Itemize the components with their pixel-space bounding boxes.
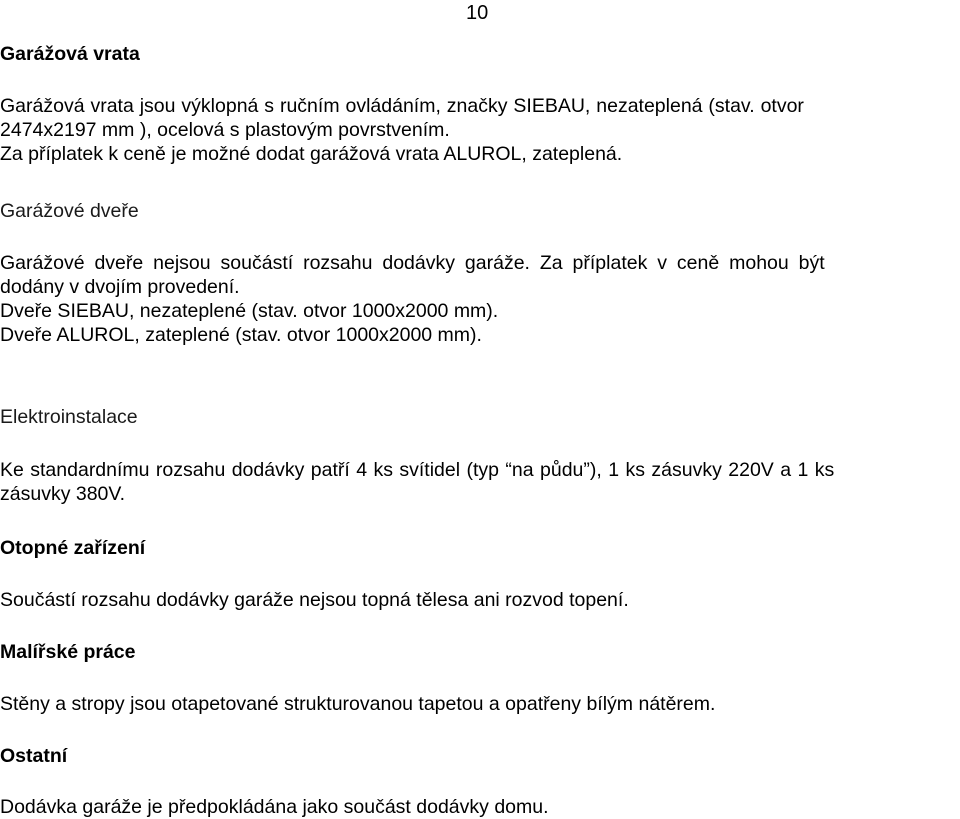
- text-line: Ke standardnímu rozsahu dodávky patří 4 ks svítidel (typ “na půdu”), 1 ks zásuvky 220V a 1 ks: [0, 459, 835, 481]
- paragraph-painting: [0, 692, 960, 716]
- section-heading-garage-door: Garážové dveře: [0, 200, 139, 222]
- text-line: Garážová vrata jsou výklopná s ručním ovládáním, značky SIEBAU, nezateplená (stav. otvor: [0, 95, 804, 117]
- text-line: dodány v dvojím provedení.: [0, 276, 240, 298]
- paragraph-garage-door: [0, 251, 960, 347]
- text-line: Garážové dveře nejsou součástí rozsahu dodávky garáže. Za příplatek v ceně mohou být: [0, 252, 825, 274]
- text-line: Stěny a stropy jsou otapetované strukturovanou tapetou a opatřeny bílým nátěrem.: [0, 693, 716, 715]
- section-heading-painting: Malířské práce: [0, 641, 136, 663]
- text-line: 2474x2197 mm ), ocelová s plastovým povrstvením.: [0, 119, 450, 141]
- text-line: Součástí rozsahu dodávky garáže nejsou topná tělesa ani rozvod topení.: [0, 589, 629, 611]
- paragraph-heating: [0, 588, 960, 612]
- paragraph-other: [0, 795, 960, 819]
- text-line: Dveře SIEBAU, nezateplené (stav. otvor 1000x2000 mm).: [0, 300, 499, 322]
- page-number: 10: [466, 2, 489, 24]
- section-heading-garage-gate: Garážová vrata: [0, 43, 140, 65]
- section-heading-electrical: Elektroinstalace: [0, 406, 138, 428]
- paragraph-garage-gate: [0, 94, 960, 166]
- text-line: Za příplatek k ceně je možné dodat garážová vrata ALUROL, zateplená.: [0, 143, 623, 165]
- paragraph-electrical: [0, 458, 960, 506]
- text-line: Dodávka garáže je předpokládána jako součást dodávky domu.: [0, 796, 549, 818]
- text-line: zásuvky 380V.: [0, 483, 126, 505]
- text-line: Dveře ALUROL, zateplené (stav. otvor 1000x2000 mm).: [0, 324, 482, 346]
- section-heading-heating: Otopné zařízení: [0, 537, 146, 559]
- section-heading-other: Ostatní: [0, 745, 68, 767]
